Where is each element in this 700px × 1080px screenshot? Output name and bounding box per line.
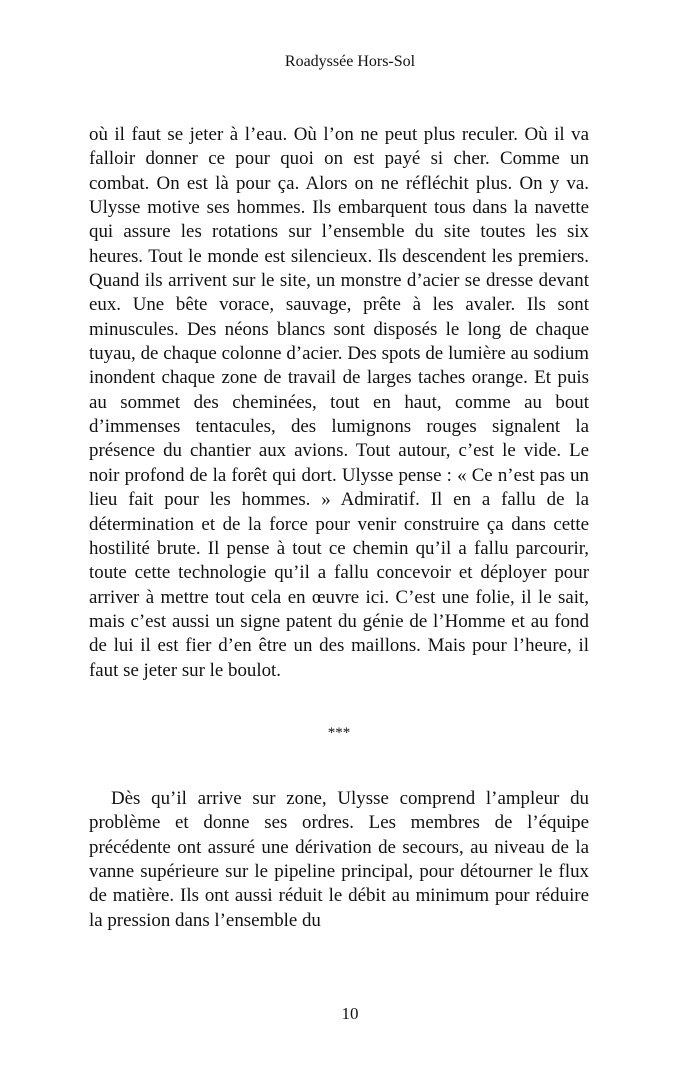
paragraph: où il faut se jeter à l’eau. Où l’on ne peut plus reculer. Où il va falloir donner ce pour quoi on est payé si cher. Comme un combat. On est là pour ça. Alors on ne réfléchit plus. On y va. Ulysse motive ses hommes. Ils embarquent tous dans la navette qui assure les rotations sur l’ensemble du site toutes les six heures. Tout le monde est silencieux. Ils descendent les premiers. Quand ils arrivent sur le site, un monstre d’acier se dresse devant eux. Une bête vorace, sauvage, prête à les avaler. Ils sont minuscules. Des néons blancs sont disposés le long de chaque tuyau, de chaque colonne d’acier. Des spots de lumière au sodium inondent chaque zone de travail de larges taches orange. Et puis au sommet des cheminées, tout en haut, comme au bout d’immenses tentacules, des lumignons rouges signalent la présence du chantier aux avions. Tout autour, c’est le vide. Le noir profond de la forêt qui dort. Ulysse pense : « Ce n’est pas un lieu fait pour les hommes. » Admiratif. Il en a fallu de la détermination et de la force pour venir construire ça dans cette hostilité brute. Il pense à tout ce chemin qu’il a fallu parcourir, toute cette technologie qu’il a fallu concevoir et déployer pour arriver à mettre tout cela en œuvre ici. C’est une folie, il le sait, mais c’est aussi un signe patent du génie de l’Homme et au fond de lui il est fier d’en être un des maillons. Mais pour l’heure, il faut se jeter sur le boulot. <box>89 124 589 681</box>
running-head: Roadyssée Hors-Sol <box>284 53 416 70</box>
paragraph: Dès qu’il arrive sur zone, Ulysse comprend l’ampleur du problème et donne ses ordres. Les membres de l’équipe précédente ont assuré une dérivation de secours, au niveau de la vanne supérieure sur le pipeline principal, pour détourner le flux de matière. Ils ont aussi réduit le débit au minimum pour réduire la pression dans l’ensemble du <box>89 787 589 931</box>
page-number: 10 <box>341 1004 359 1023</box>
body-text <box>89 123 589 933</box>
scene-break: *** <box>327 724 351 741</box>
